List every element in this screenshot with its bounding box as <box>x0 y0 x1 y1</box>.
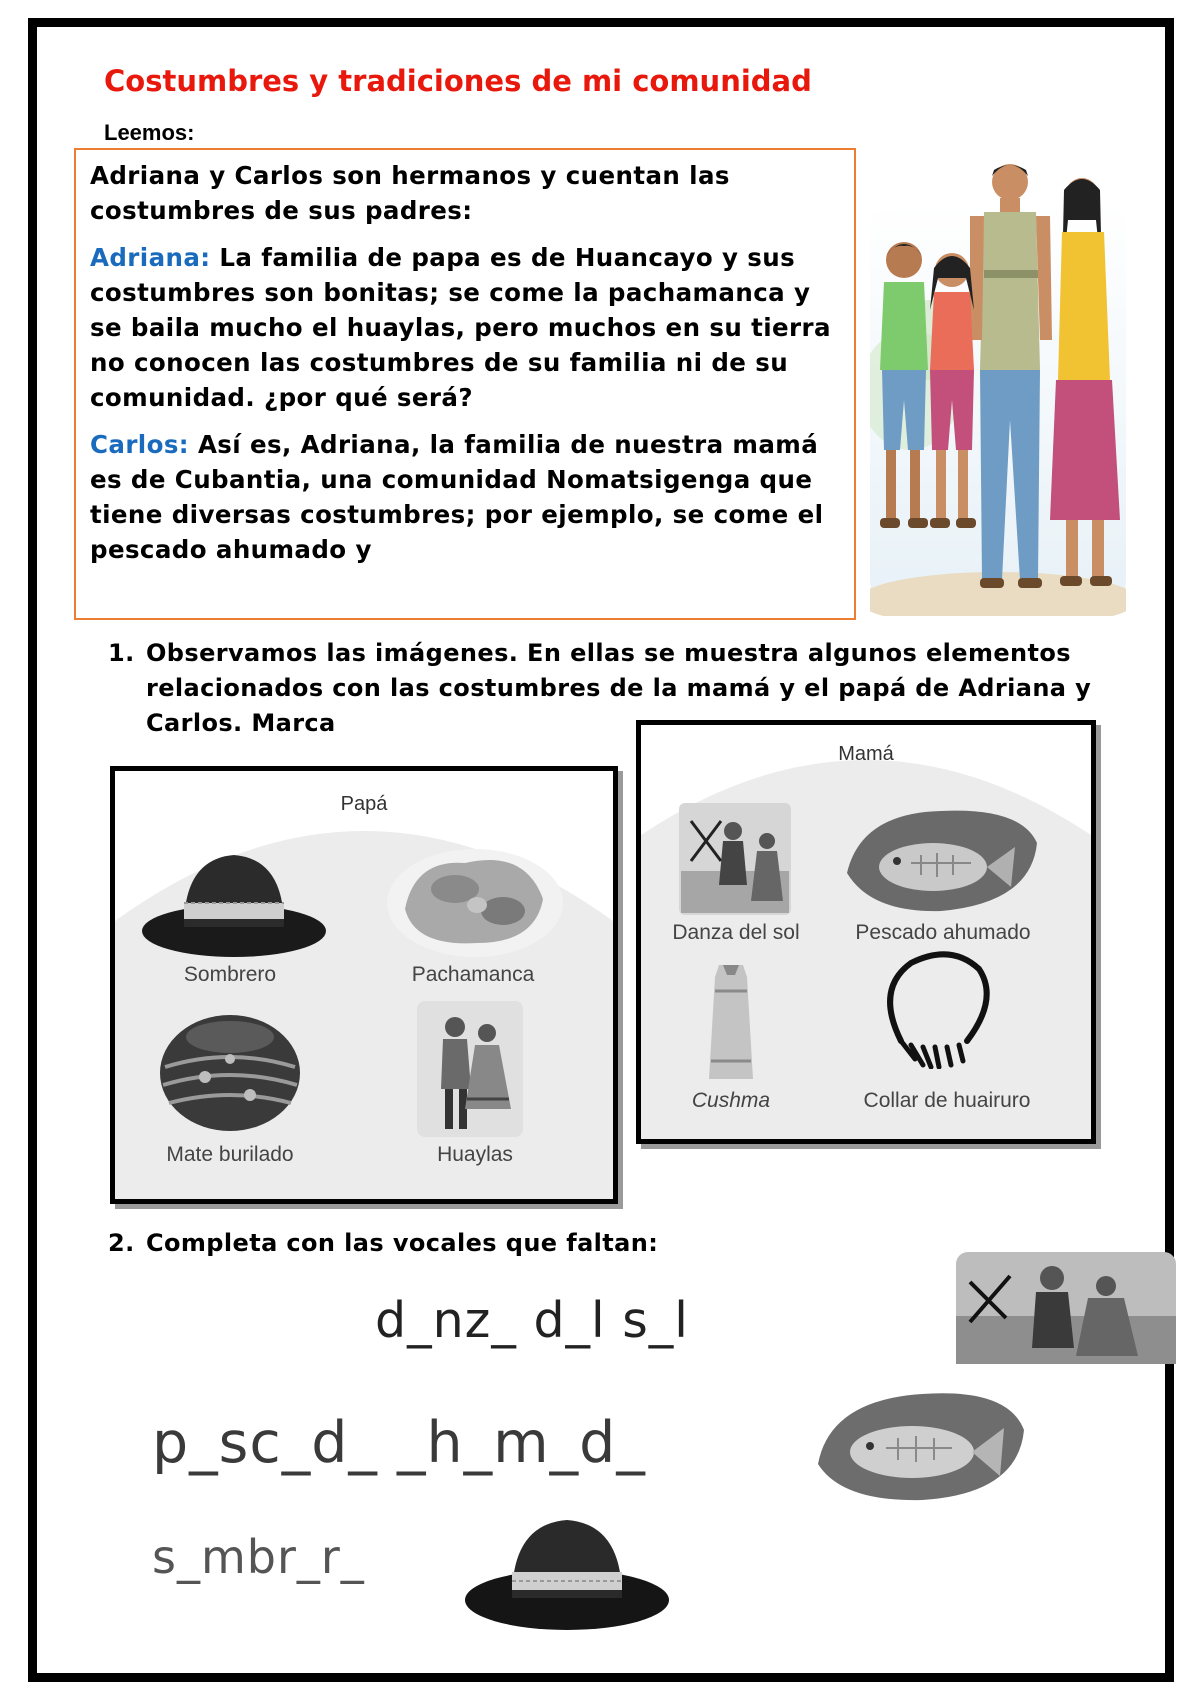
section-label-leemos: Leemos: <box>104 120 195 145</box>
sombrero-icon <box>139 841 329 961</box>
question-2 <box>108 1226 908 1261</box>
question-1-number: 1. <box>108 639 135 667</box>
carlos-text: Así es, Adriana, la familia de nuestra mamá es de Cubantia, una comunidad Nomatsigenga que tiene diversas costumbres; por ejemplo, se come el pescado ahumado y <box>90 430 824 564</box>
vowel-word-1: d_nz_ d_l s_l <box>375 1292 689 1349</box>
caption-danza-del-sol: Danza del sol <box>672 921 800 944</box>
caption-cushma: Cushma <box>691 1089 771 1112</box>
question-1-text: Observamos las imágenes. En ellas se muestra algunos elementos relacionados con las costumbres de la mamá y el papá de Adriana y Carlos. Marca <box>146 639 1092 737</box>
reading-box <box>74 148 856 620</box>
adriana-text: La familia de papa es de Huancayo y sus costumbres son bonitas; se come la pachamanca y se baila mucho el huaylas, pero muchos en su tierra no conocen las costumbres de su familia ni de su comunidad. ¿por qué será? <box>90 243 831 412</box>
question-2-text: Completa con las vocales que faltan: <box>146 1229 659 1257</box>
papa-panel <box>110 766 618 1204</box>
vowel-word-2: p_sc_d_ _h_m_d_ <box>152 1410 646 1476</box>
vowel-word-3: s_mbr_r_ <box>152 1530 365 1584</box>
huaylas-dancers-icon <box>415 999 525 1139</box>
sombrero-exercise-image <box>462 1510 672 1632</box>
pescado-ahumado-icon <box>841 803 1041 915</box>
mama-title: Mamá <box>838 743 894 765</box>
family-illustration <box>870 160 1126 616</box>
page-title: Costumbres y tradiciones de mi comunidad <box>104 64 812 98</box>
danza-del-sol-exercise-image <box>956 1252 1176 1364</box>
mate-burilado-icon <box>155 1007 305 1133</box>
caption-pescado-ahumado: Pescado ahumado <box>855 921 1031 944</box>
caption-huaylas: Huaylas <box>437 1143 513 1166</box>
danza-del-sol-icon <box>677 801 793 917</box>
pachamanca-icon <box>385 839 565 959</box>
adriana-paragraph <box>90 240 844 415</box>
carlos-paragraph <box>90 427 844 567</box>
mama-panel <box>636 720 1096 1144</box>
caption-pachamanca: Pachamanca <box>411 963 535 986</box>
collar-de-huairuro-icon <box>871 949 1001 1069</box>
caption-collar-de-huairuro: Collar de huairuro <box>863 1089 1031 1112</box>
question-2-number: 2. <box>108 1229 135 1257</box>
speaker-carlos: Carlos: <box>90 430 190 459</box>
papa-title: Papá <box>340 793 388 815</box>
caption-mate-burilado: Mate burilado <box>166 1143 294 1166</box>
reading-intro: Adriana y Carlos son hermanos y cuentan las costumbres de sus padres: <box>90 161 730 225</box>
pescado-ahumado-exercise-image <box>812 1386 1030 1504</box>
speaker-adriana: Adriana: <box>90 243 211 272</box>
cushma-icon <box>701 961 761 1081</box>
caption-sombrero: Sombrero <box>183 963 277 986</box>
